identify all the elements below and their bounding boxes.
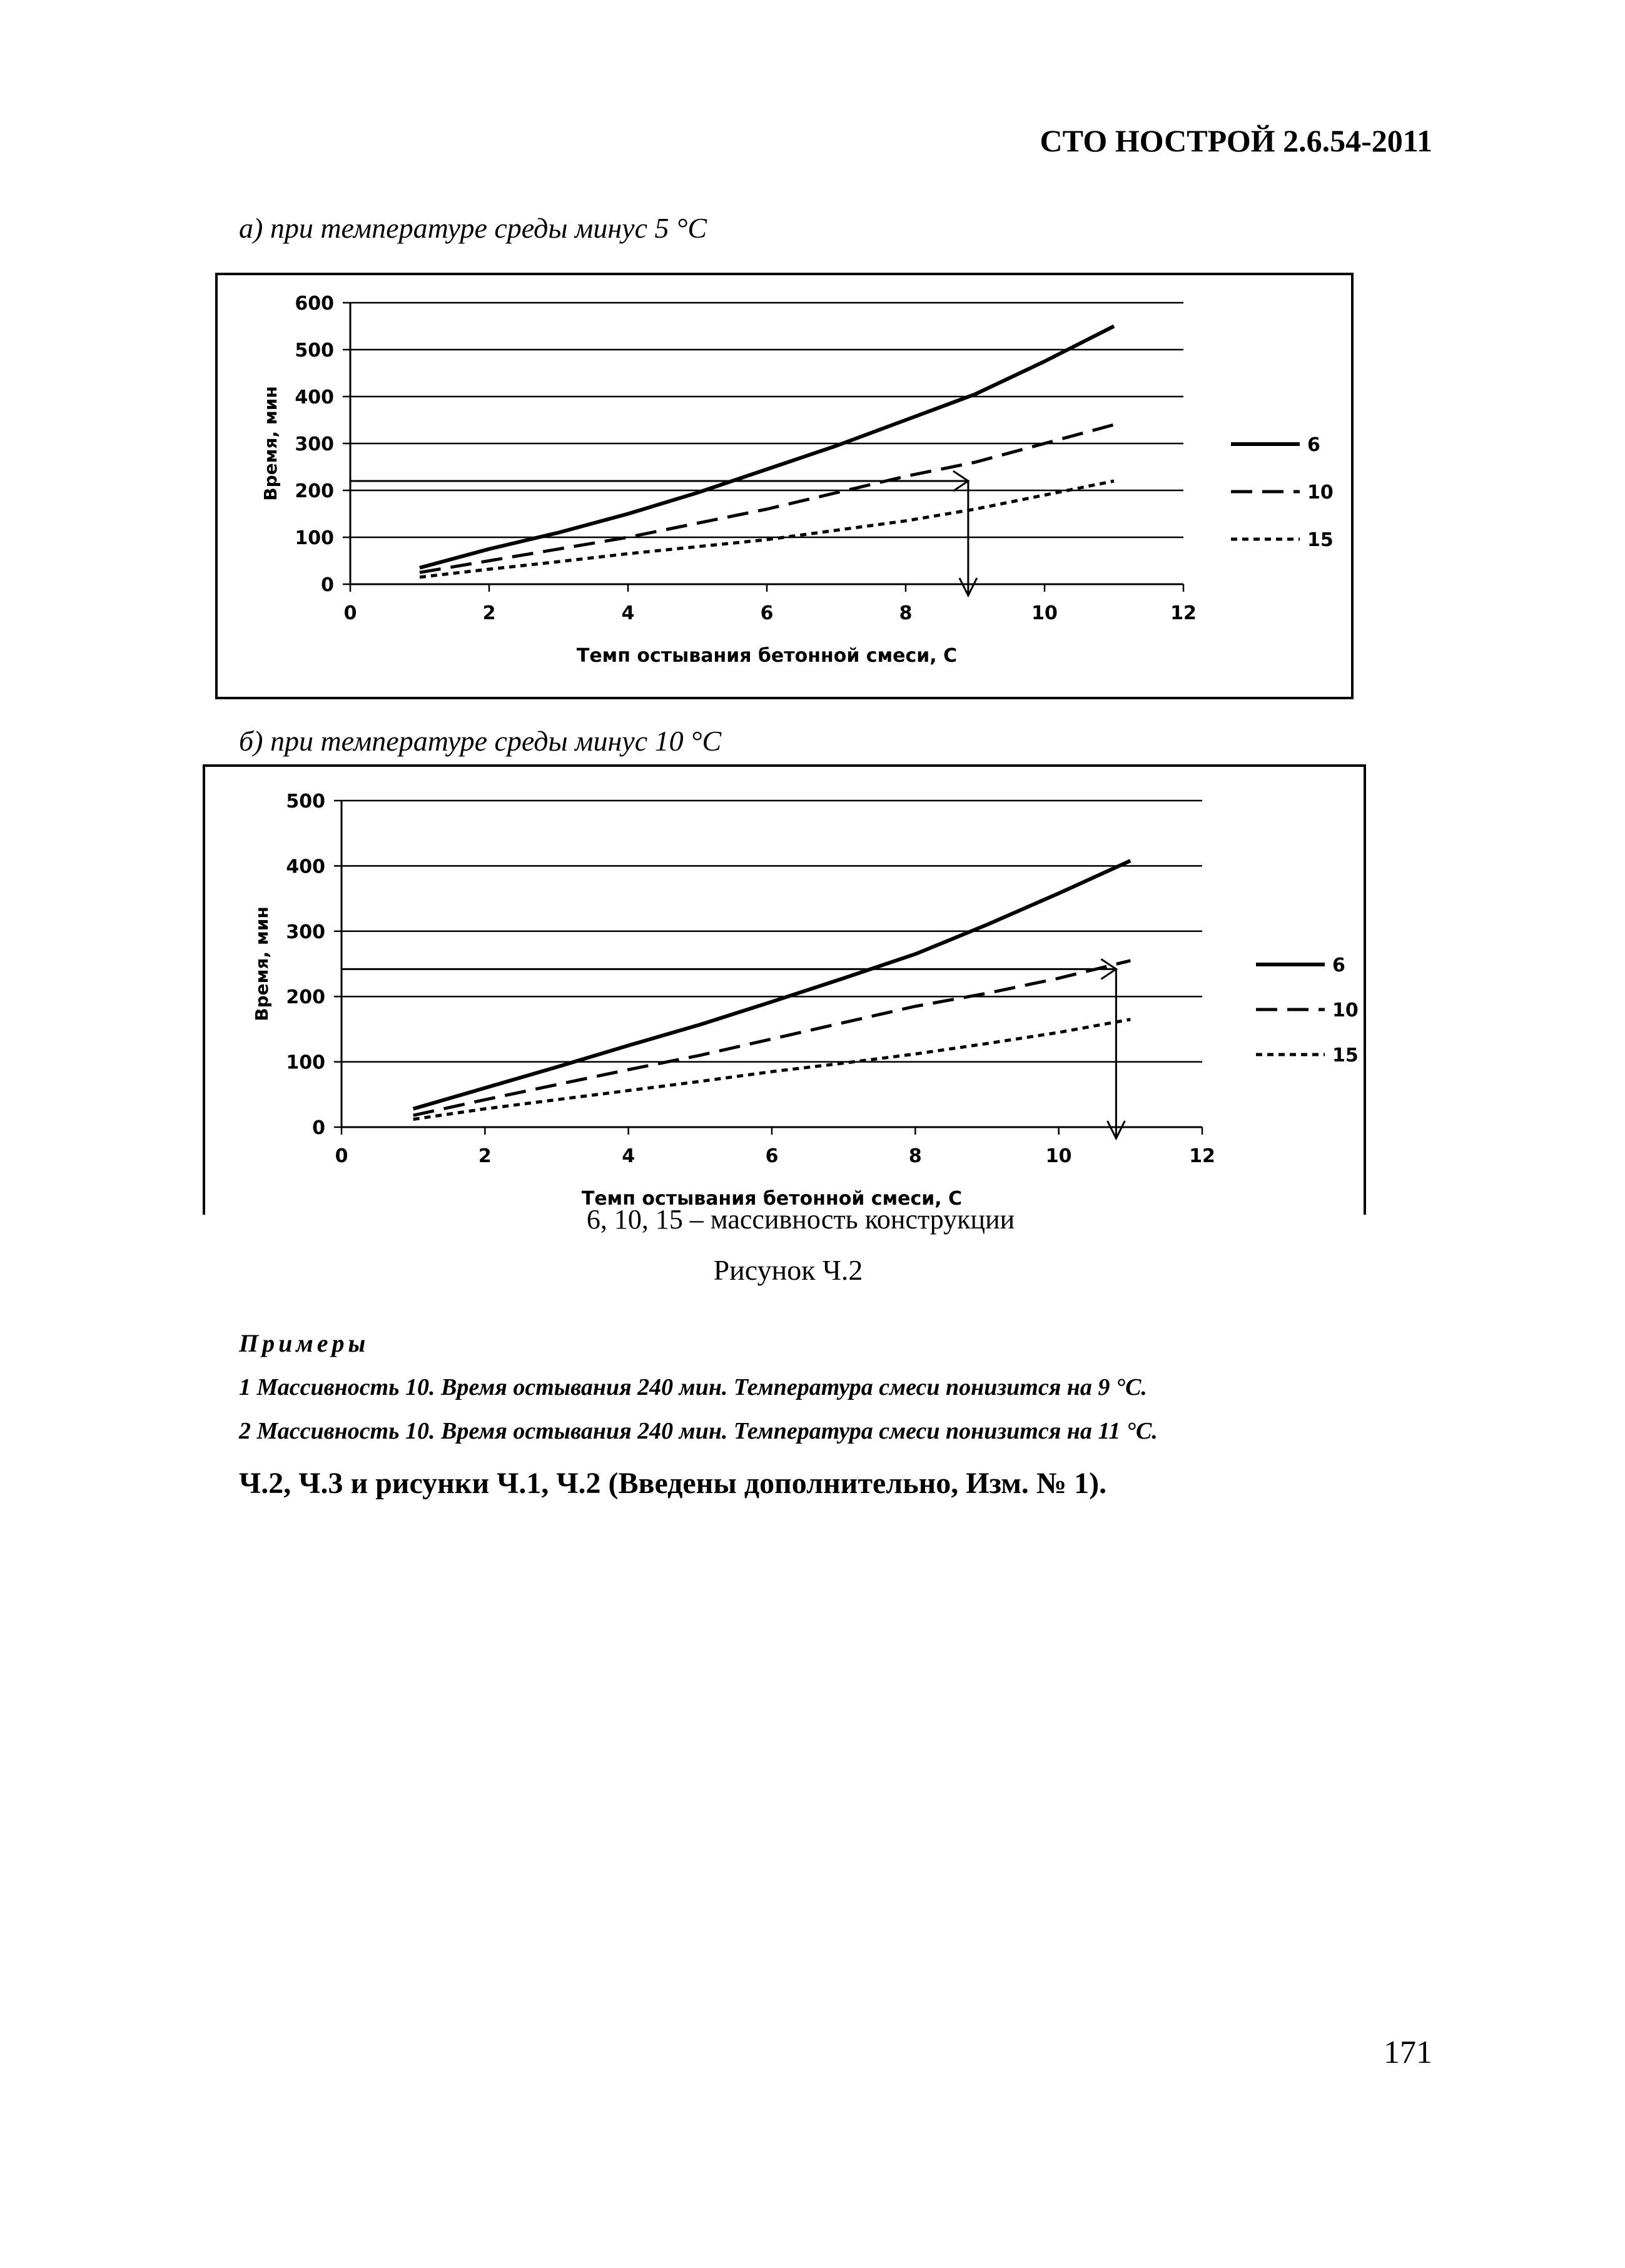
series-line-6 [420,327,1114,568]
x-tick-label-6: 6 [760,602,774,624]
y-tick-label-600: 600 [295,293,334,315]
figure-title: Рисунок Ч.2 [713,1254,863,1286]
x-tick-label-2: 2 [478,1145,492,1167]
chart-b [205,767,1364,1215]
chart-b-frame [203,764,1366,1215]
legend-label-15: 15 [1307,529,1334,551]
series-legend-note: 6, 10, 15 – массивность конструкции [586,1204,1015,1235]
y-tick-label-400: 400 [295,387,334,408]
y-tick-label-100: 100 [295,527,334,549]
y-tick-label-500: 500 [286,791,325,813]
x-axis-label: Темп остывания бетонной смеси, С [581,1188,963,1210]
document-header-code: СТО НОСТРОЙ 2.6.54-2011 [1040,123,1432,158]
x-tick-label-8: 8 [899,602,913,624]
y-tick-label-300: 300 [295,433,334,455]
y-tick-label-400: 400 [286,856,325,878]
chart-a [218,275,1351,697]
y-axis-label: Время, мин [260,386,281,501]
example-item-1: 1 Массивность 10. Время остывания 240 мин. Температура смеси понизится на 9 °С. [239,1374,1147,1400]
x-tick-label-12: 12 [1189,1145,1215,1167]
legend-label-15: 15 [1332,1045,1359,1066]
series-line-15 [420,481,1114,577]
y-tick-label-100: 100 [286,1051,325,1074]
x-axis-label: Темп остывания бетонной смеси, С [576,645,958,667]
x-tick-label-12: 12 [1170,602,1197,624]
y-axis-label: Время, мин [251,906,272,1021]
y-tick-label-500: 500 [295,340,334,362]
legend-label-10: 10 [1332,1000,1359,1021]
x-tick-label-8: 8 [908,1145,922,1167]
chart-b-caption: б) при температуре среды минус 10 °С [239,725,722,757]
y-tick-label-200: 200 [286,986,325,1009]
legend-label-10: 10 [1307,482,1334,504]
x-tick-label-0: 0 [335,1145,348,1167]
series-line-10 [413,961,1131,1115]
example-item-2: 2 Массивность 10. Время остывания 240 мин. Температура смеси понизится на 11 °С. [239,1418,1158,1444]
x-tick-label-4: 4 [622,1145,635,1167]
x-tick-label-4: 4 [621,602,635,624]
amendment-note: Ч.2, Ч.3 и рисунки Ч.1, Ч.2 (Введены дополнительно, Изм. № 1). [239,1467,1107,1500]
legend-label-6: 6 [1307,434,1320,456]
y-tick-label-300: 300 [286,921,325,943]
legend-label-6: 6 [1332,954,1345,976]
page-number: 171 [1384,2035,1432,2070]
chart-a-caption: а) при температуре среды минус 5 °С [239,212,707,244]
examples-heading: Примеры [239,1329,370,1357]
y-tick-label-200: 200 [295,480,334,502]
x-tick-label-0: 0 [343,602,357,624]
series-line-10 [420,425,1114,572]
x-tick-label-10: 10 [1031,602,1058,624]
x-tick-label-6: 6 [765,1145,779,1167]
y-tick-label-0: 0 [312,1117,325,1139]
x-tick-label-10: 10 [1045,1145,1072,1167]
series-line-15 [413,1020,1131,1120]
x-tick-label-2: 2 [482,602,496,624]
chart-a-frame [215,273,1354,699]
y-tick-label-0: 0 [321,574,334,596]
